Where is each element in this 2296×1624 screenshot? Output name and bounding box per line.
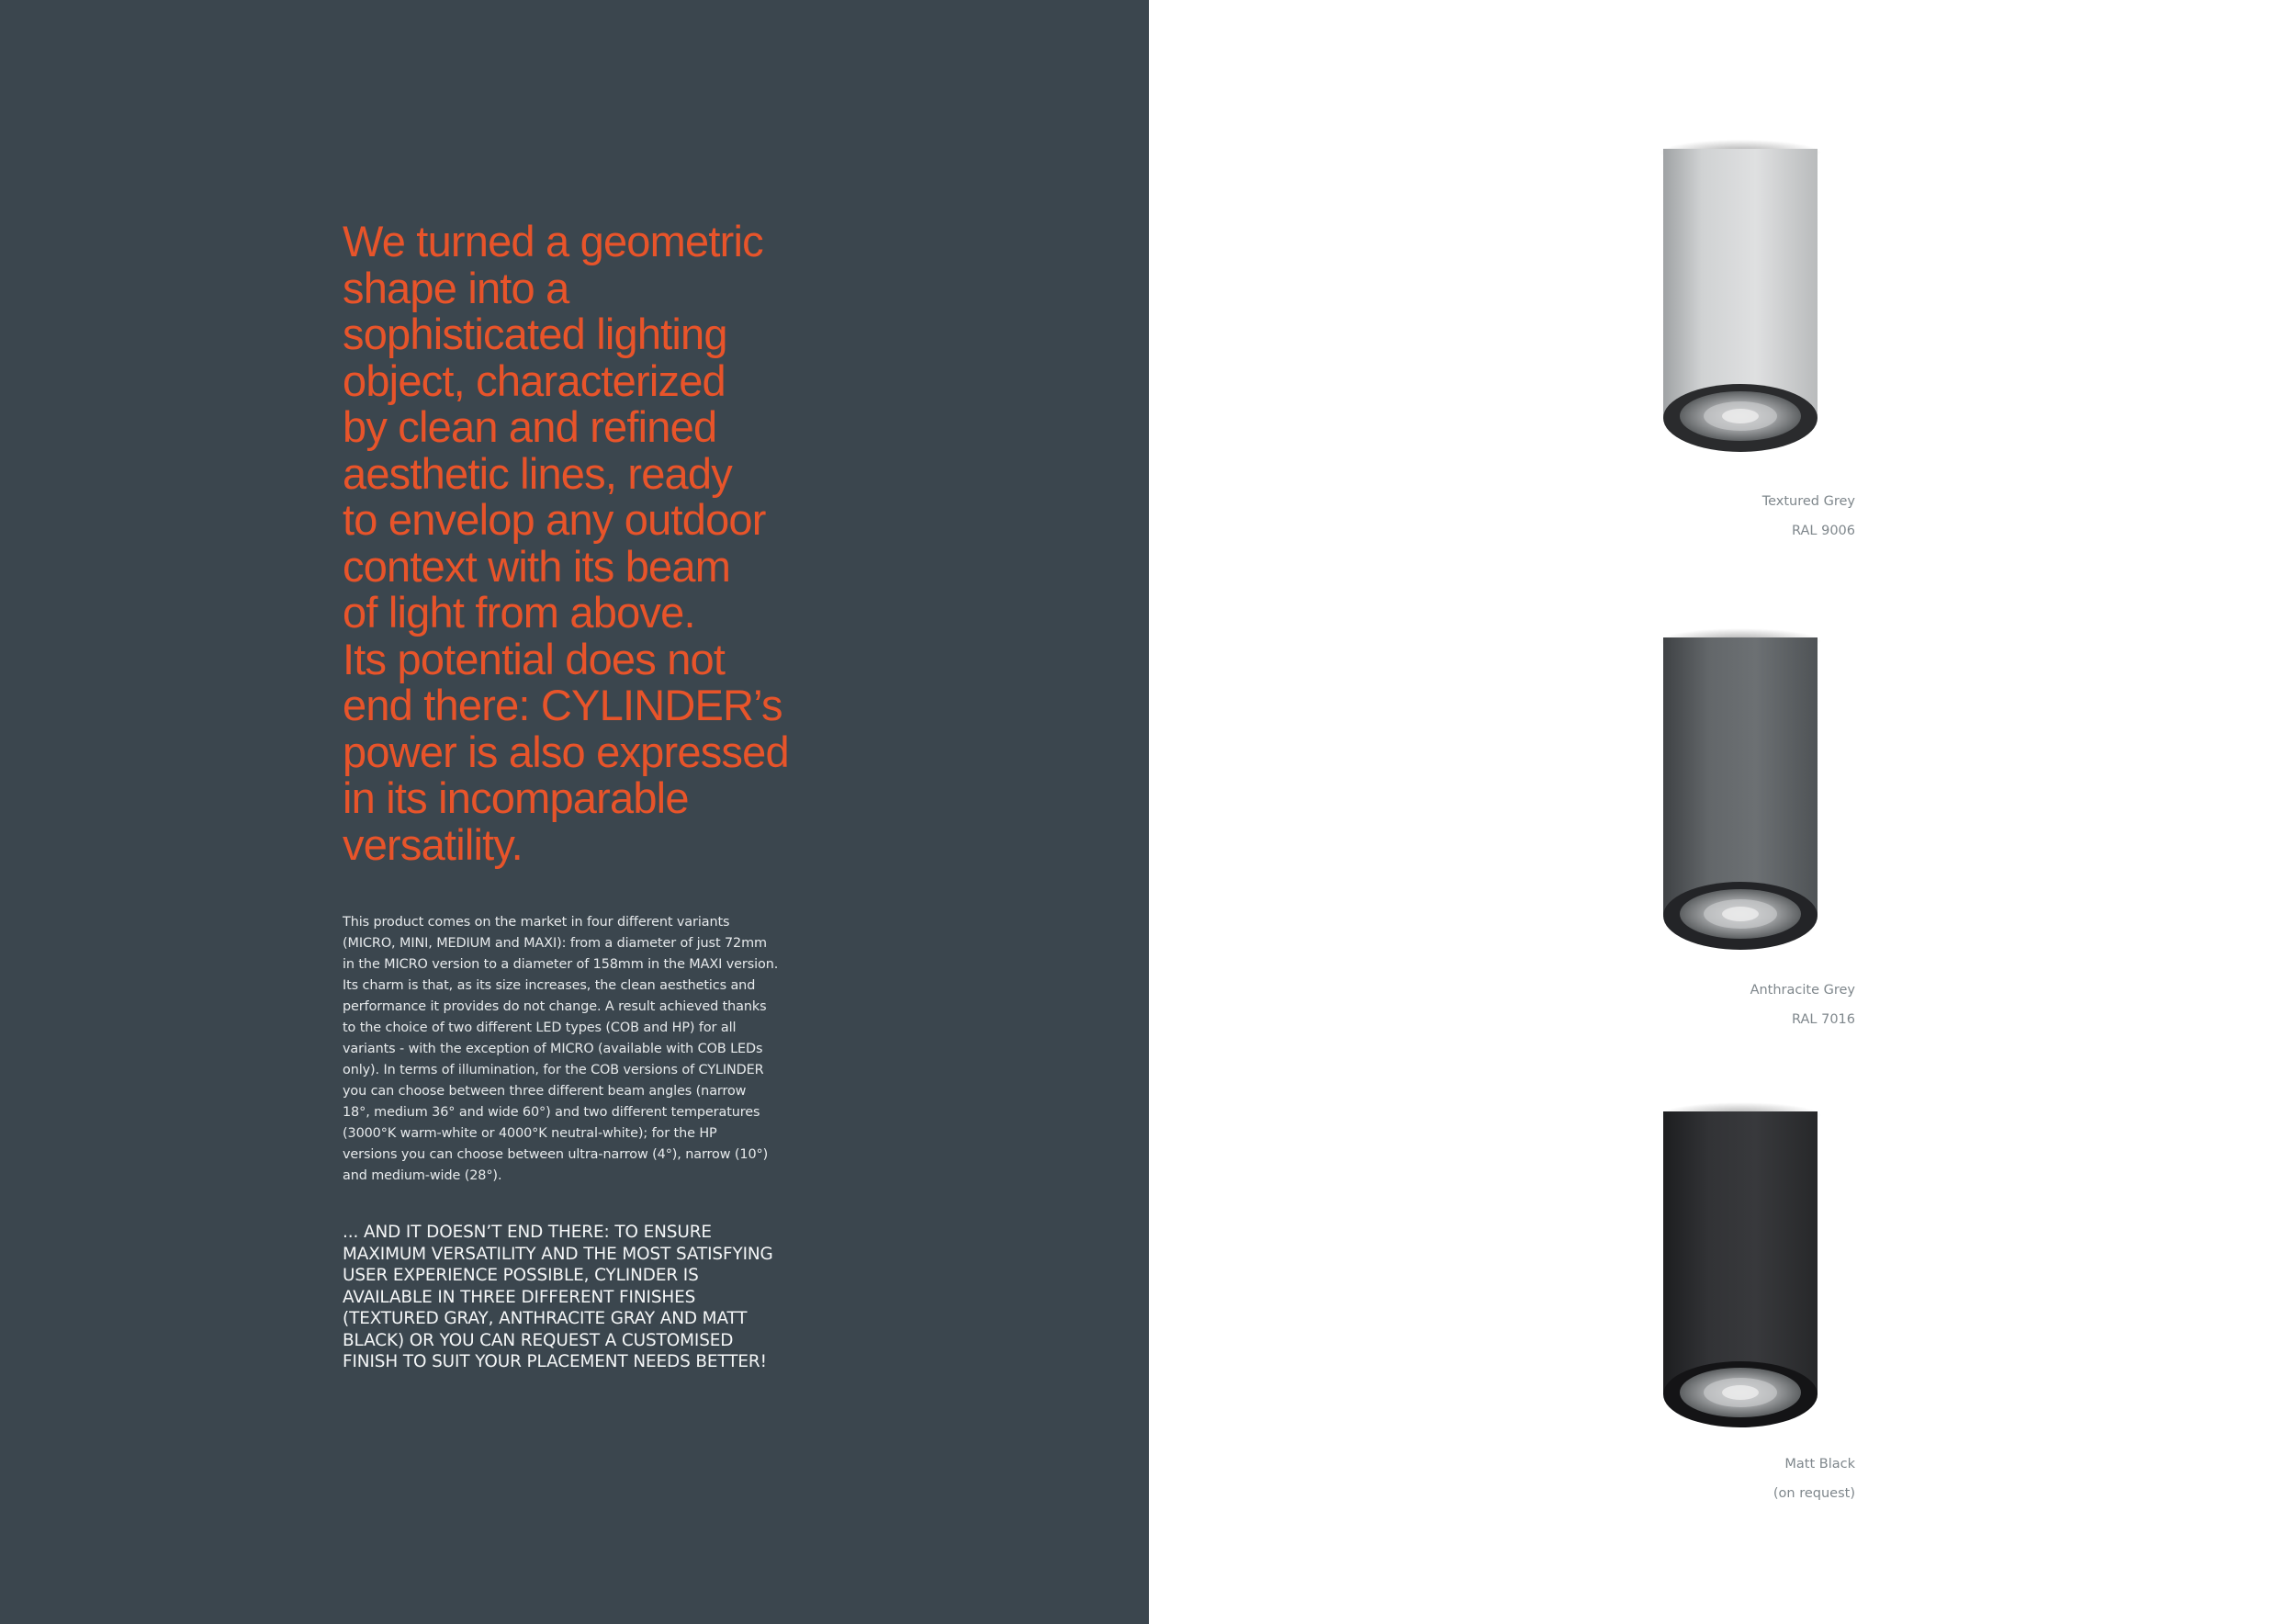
product-description: This product comes on the market in four different variants (MICRO, MINI, MEDIUM and MAXI): from a diameter of just 72mm in the MICRO version to a diameter of 158mm in the MAXI version. Its charm is that, as its size increases, the clean aesthetics and performance it provides do not change. A result achieved thanks to the choice of two different LED types (COB and HP) for all variants - with the exception of MICRO (available with COB LEDs only). In terms of illumination, for the COB versions of CYLINDER you can choose between three different beam angles (narrow 18°, medium 36° and wide 60°) and two different temperatures (3000°K warm-white or 4000°K neutral-white); for the HP versions you can choose between ultra-narrow (4°), narrow (10°) and medium-wide (28°). — [343, 915, 779, 1183]
finish-item-matt-black — [1649, 1100, 1855, 1501]
matt-black-cylinder-lamp — [1649, 1100, 1832, 1431]
textured-grey-cylinder-lamp — [1649, 138, 1832, 468]
finish-item-anthracite-grey — [1649, 626, 1855, 1027]
finish-code: RAL 7016 — [1792, 1012, 1855, 1027]
finish-name: Anthracite Grey — [1750, 983, 1855, 998]
finish-name: Textured Grey — [1761, 494, 1855, 509]
finish-code: RAL 9006 — [1792, 524, 1855, 538]
headline: We turned a geometric shape into a sophisticated lighting object, characterized by clean and refined aesthetic lines, ready to envelop any outdoor context with its beam of light from above. Its potential does not end there: CYLINDER’s power is also expressed in its incomparable versatility. — [343, 217, 789, 869]
anthracite-grey-cylinder-lamp — [1649, 626, 1832, 957]
finish-item-textured-grey — [1649, 138, 1855, 538]
finish-caption-anthracite-grey — [1580, 968, 1855, 1042]
finish-name: Matt Black — [1784, 1457, 1855, 1472]
finishes-callout: ... AND IT DOESN’T END THERE: TO ENSURE MAXIMUM VERSATILITY AND THE MOST SATISFYING USER EXPERIENCE POSSIBLE, CYLINDER IS AVAILABLE IN THREE DIFFERENT FINISHES (TEXTURED GRAY, ANTHRACITE GRAY AND MATT BLACK) OR YOU CAN REQUEST A CUSTOMISED FINISH TO SUIT YOUR PLACEMENT NEEDS BETTER! — [343, 1223, 773, 1371]
finish-note: (on request) — [1773, 1486, 1855, 1501]
finish-caption-matt-black — [1580, 1442, 1855, 1516]
finish-caption-textured-grey — [1580, 479, 1855, 553]
